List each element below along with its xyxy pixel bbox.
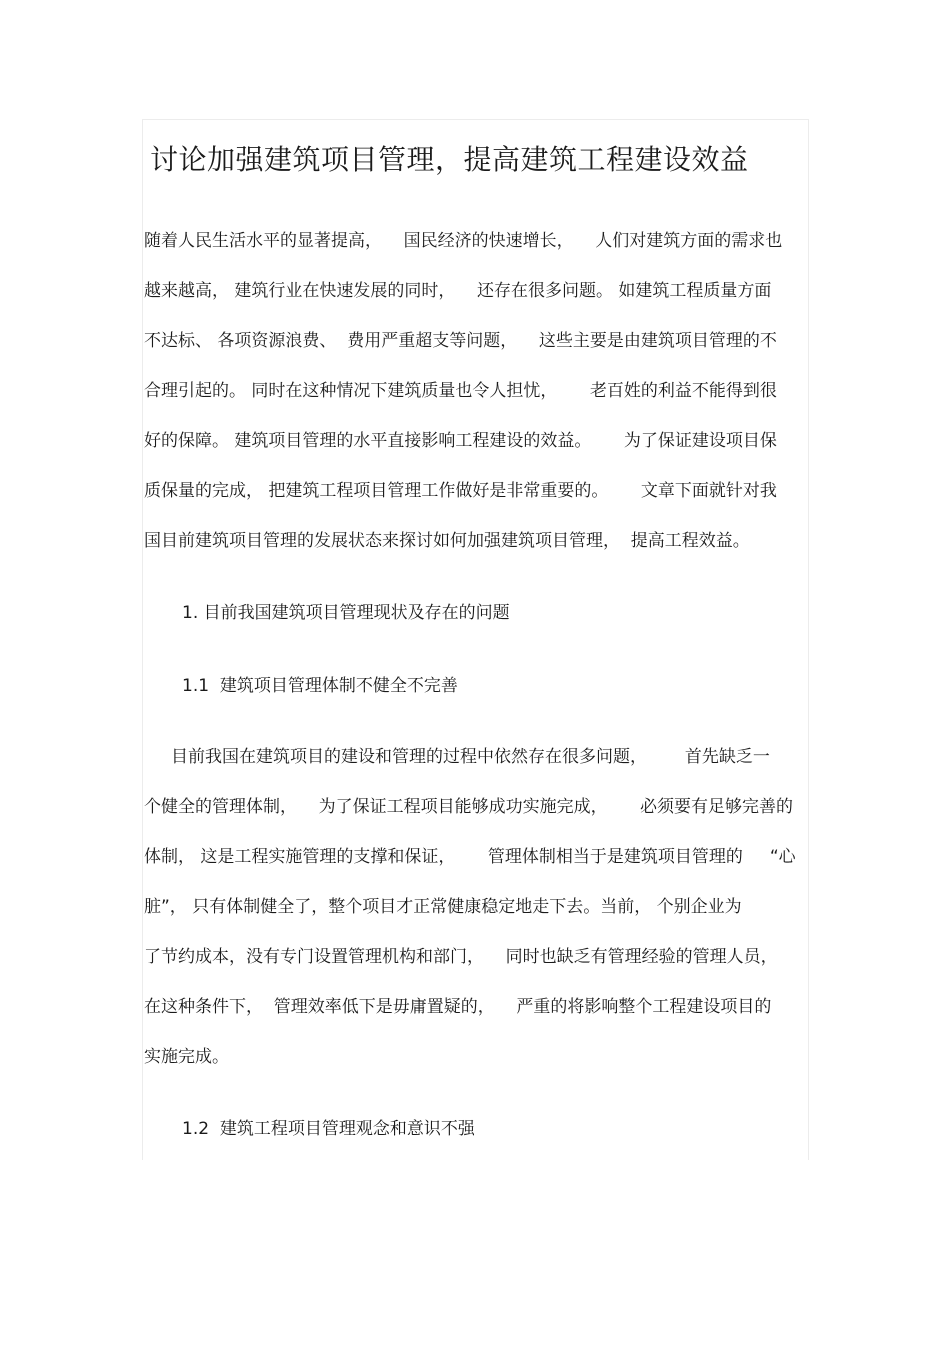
section-1-1-line-3: 体制， 这是工程实施管理的支撑和保证， 管理体制相当于是建筑项目管理的 “心 [144,847,796,867]
intro-line-7: 国目前建筑项目管理的发展状态来探讨如何加强建筑项目管理， 提高工程效益。 [144,531,750,551]
intro-line-3: 不达标、 各项资源浪费、 费用严重超支等问题， 这些主要是由建筑项目管理的不 [144,331,777,351]
intro-line-6: 质保量的完成， 把建筑工程项目管理工作做好是非常重要的。 文章下面就针对我 [144,481,777,501]
document-title: 讨论加强建筑项目管理，提高建筑工程建设效益 [150,143,749,176]
section-1-1-line-7: 实施完成。 [144,1047,229,1067]
section-1-1-line-2: 个健全的管理体制， 为了保证工程项目能够成功实施完成， 必须要有足够完善的 [144,797,794,817]
section-1-2-heading: 1.2 建筑工程项目管理观念和意识不强 [182,1119,475,1139]
intro-line-5: 好的保障。 建筑项目管理的水平直接影响工程建设的效益。 为了保证建设项目保 [144,431,777,451]
section-1-1-line-1: 目前我国在建筑项目的建设和管理的过程中依然存在很多问题， 首先缺乏一 [144,747,770,767]
section-1-1-line-4: 脏”， 只有体制健全了，整个项目才正常健康稳定地走下去。当前， 个别企业为 [144,897,742,917]
section-1-1-line-6: 在这种条件下， 管理效率低下是毋庸置疑的， 严重的将影响整个工程建设项目的 [144,997,772,1017]
intro-line-4: 合理引起的。 同时在这种情况下建筑质量也令人担忧， 老百姓的利益不能得到很 [144,381,777,401]
intro-line-2: 越来越高， 建筑行业在快速发展的同时， 还存在很多问题。 如建筑工程质量方面 [144,281,772,301]
section-1-heading: 1. 目前我国建筑项目管理现状及存在的问题 [182,603,510,623]
intro-line-1: 随着人民生活水平的显著提高， 国民经济的快速增长， 人们对建筑方面的需求也 [144,231,783,251]
section-1-1-line-5: 了节约成本，没有专门设置管理机构和部门， 同时也缺乏有管理经验的管理人员， [144,947,778,967]
section-1-1-heading: 1.1 建筑项目管理体制不健全不完善 [182,676,458,696]
